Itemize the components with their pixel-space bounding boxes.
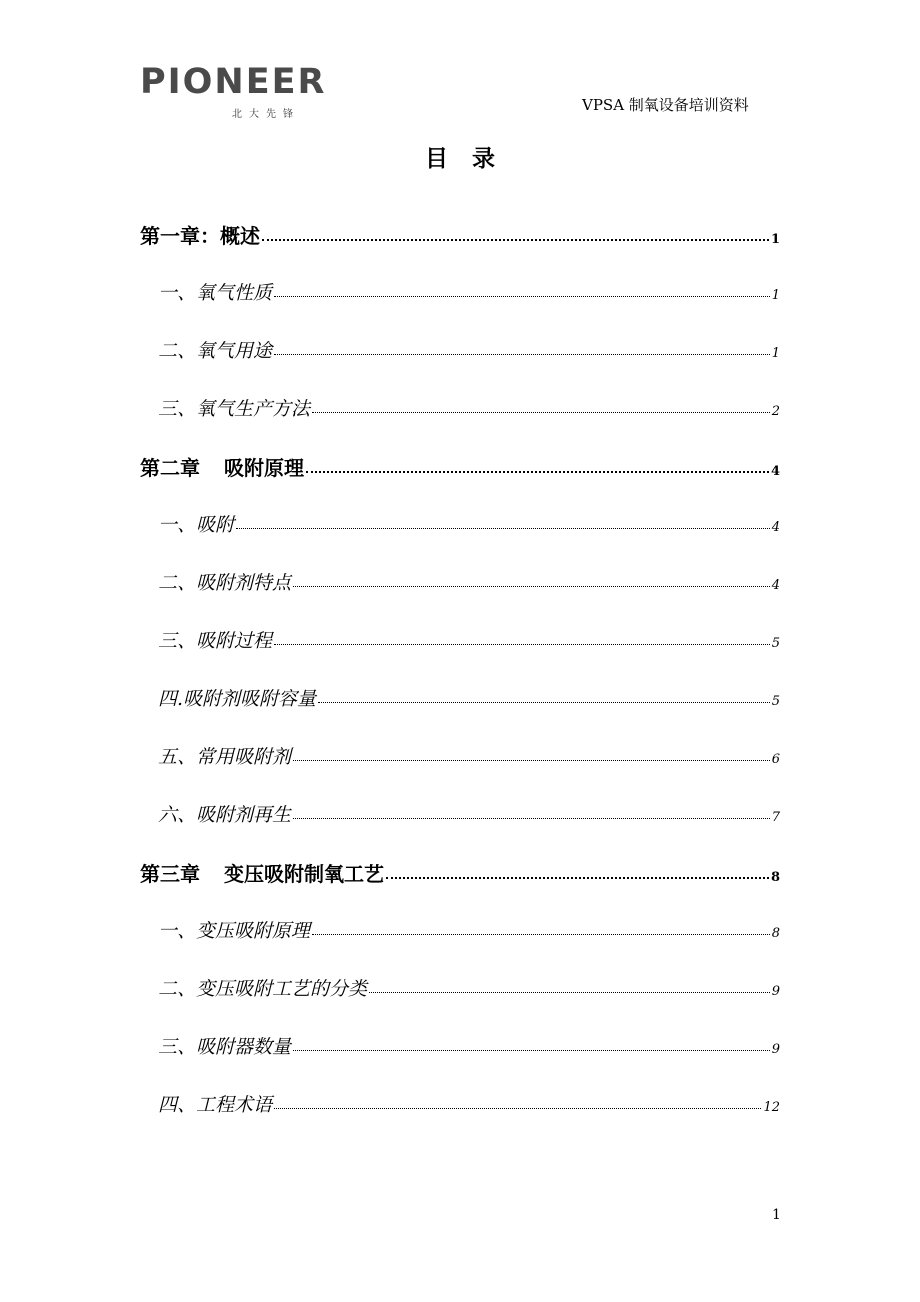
toc-title: 目录 (425, 145, 519, 172)
toc-entry-number: 三、 (158, 398, 197, 420)
toc-entry-number: 一、 (158, 514, 197, 536)
toc-dot-leader (386, 877, 769, 879)
toc-section-entry[interactable] (140, 568, 780, 626)
toc-dot-leader (306, 471, 769, 473)
toc-section-entry[interactable] (140, 510, 780, 568)
toc-chapter-entry[interactable] (140, 452, 780, 510)
toc-entry-number: 第三章 (140, 862, 200, 886)
toc-entry-number: 一、 (158, 920, 197, 942)
toc-entry-text: 氧气生产方法 (196, 398, 311, 420)
toc-entry-label (158, 278, 272, 305)
toc-entry-label (140, 220, 260, 249)
toc-page-number: 5 (771, 636, 780, 651)
toc-dot-leader (274, 644, 770, 645)
toc-entry-text: 工程术语 (196, 1094, 273, 1116)
toc-entry-number: 三、 (158, 1036, 197, 1058)
toc-dot-leader (318, 702, 770, 703)
toc-entry-number: 一、 (158, 282, 197, 304)
toc-entry-text: 吸附剂再生 (196, 804, 292, 826)
toc-entry-label (158, 974, 367, 1001)
toc-section-entry[interactable] (140, 684, 780, 742)
toc-section-entry[interactable] (140, 800, 780, 858)
toc-entry-text: 氧气用途 (196, 340, 273, 362)
toc-section-entry[interactable] (140, 394, 780, 452)
toc-entry-number: 三、 (158, 630, 197, 652)
toc-dot-leader (293, 586, 770, 587)
toc-entry-label (140, 858, 384, 887)
logo-wordmark: PIONEER (140, 62, 327, 102)
toc-page-number: 4 (770, 464, 780, 479)
toc-chapter-entry[interactable] (140, 858, 780, 916)
toc-page-number: 1 (771, 288, 780, 303)
toc-entry-text: 吸附 (196, 514, 235, 536)
toc-page-number: 8 (770, 870, 780, 885)
toc-entry-number: 六、 (158, 804, 197, 826)
toc-section-entry[interactable] (140, 742, 780, 800)
toc-dot-leader (293, 1050, 770, 1051)
toc-entry-label (158, 336, 272, 363)
toc-entry-number: 二、 (158, 340, 197, 362)
toc-section-entry[interactable] (140, 278, 780, 336)
toc-entry-text: 氧气性质 (196, 282, 273, 304)
toc-page-number: 9 (771, 1042, 780, 1057)
logo-subtext: 北大先锋 (232, 109, 300, 120)
toc-entry-label (158, 1090, 272, 1117)
toc-section-entry[interactable] (140, 916, 780, 974)
toc-page-number: 4 (771, 578, 780, 593)
toc-entry-label (158, 394, 310, 421)
toc-entry-text: 吸附过程 (196, 630, 273, 652)
pioneer-logo (140, 62, 325, 124)
toc-entry-number: 五、 (158, 746, 197, 768)
toc-entry-text: 变压吸附工艺的分类 (196, 978, 368, 1000)
toc-chapter-entry[interactable] (140, 220, 780, 278)
toc-entry-text: 吸附原理 (224, 456, 304, 480)
toc-entry-number: 二、 (158, 572, 197, 594)
toc-section-entry[interactable] (140, 626, 780, 684)
toc-dot-leader (274, 1108, 761, 1109)
toc-page-number: 5 (771, 694, 780, 709)
toc-entry-label (158, 626, 272, 653)
table-of-contents (140, 220, 780, 1148)
toc-section-entry[interactable] (140, 336, 780, 394)
toc-entry-text: 常用吸附剂 (196, 746, 292, 768)
toc-page-number: 12 (763, 1100, 780, 1115)
toc-entry-label (158, 510, 234, 537)
toc-dot-leader (262, 239, 769, 241)
toc-dot-leader (312, 934, 770, 935)
toc-entry-text: 吸附剂吸附容量 (183, 688, 317, 710)
toc-entry-label (158, 568, 291, 595)
toc-section-entry[interactable] (140, 1090, 780, 1148)
toc-entry-number: 四、 (158, 1094, 197, 1116)
toc-dot-leader (274, 354, 770, 355)
toc-section-entry[interactable] (140, 974, 780, 1032)
toc-entry-number: 二、 (158, 978, 197, 1000)
toc-dot-leader (293, 760, 770, 761)
toc-dot-leader (274, 296, 770, 297)
toc-entry-text: 概述 (220, 224, 260, 248)
toc-dot-leader (293, 818, 770, 819)
toc-section-entry[interactable] (140, 1032, 780, 1090)
toc-entry-label (158, 800, 291, 827)
toc-entry-label (158, 742, 291, 769)
toc-page-number: 4 (771, 520, 780, 535)
toc-entry-number: 四. (158, 688, 184, 710)
page-number: 1 (772, 1207, 781, 1223)
toc-page-number: 1 (771, 346, 780, 361)
toc-entry-label (158, 916, 310, 943)
toc-page-number: 8 (771, 926, 780, 941)
toc-entry-text: 变压吸附制氧工艺 (224, 862, 384, 886)
toc-entry-text: 吸附剂特点 (196, 572, 292, 594)
toc-entry-number: 第二章 (140, 456, 200, 480)
toc-page-number: 7 (771, 810, 780, 825)
toc-page-number: 1 (770, 232, 780, 247)
toc-entry-label (158, 684, 316, 711)
toc-page-number: 9 (771, 984, 780, 999)
toc-page-number: 6 (771, 752, 780, 767)
toc-page-number: 2 (771, 404, 780, 419)
toc-entry-label (158, 1032, 291, 1059)
toc-entry-number: 第一章： (140, 224, 220, 248)
toc-dot-leader (369, 992, 770, 993)
toc-dot-leader (236, 528, 770, 529)
document-header-title: VPSA 制氧设备培训资料 (582, 96, 749, 114)
toc-entry-text: 变压吸附原理 (196, 920, 311, 942)
toc-entry-label (140, 452, 304, 481)
toc-entry-text: 吸附器数量 (196, 1036, 292, 1058)
toc-dot-leader (312, 412, 770, 413)
